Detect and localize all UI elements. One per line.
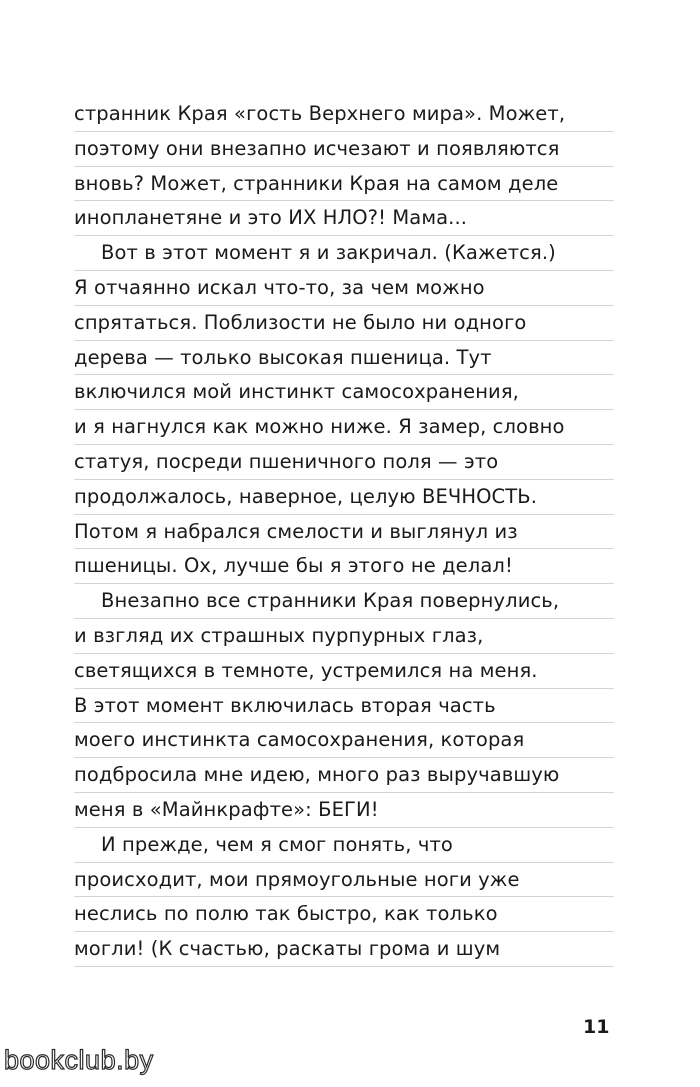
body-text <box>74 97 614 967</box>
text-line: инопланетяне и это ИХ НЛО?! Мама... <box>74 201 614 236</box>
text-line: и я нагнулся как можно ниже. Я замер, словно <box>74 410 614 445</box>
text-line: продолжалось, наверное, целую ВЕЧНОСТЬ. <box>74 480 614 515</box>
text-line: спрятаться. Поблизости не было ни одного <box>74 306 614 341</box>
text-line: И прежде, чем я смог понять, что <box>74 828 614 863</box>
text-line: Вот в этот момент я и закричал. (Кажется.) <box>74 236 614 271</box>
text-line: и взгляд их страшных пурпурных глаз, <box>74 619 614 654</box>
page-number: 11 <box>583 1016 610 1038</box>
text-line: поэтому они внезапно исчезают и появляются <box>74 132 614 167</box>
text-line: неслись по полю так быстро, как только <box>74 897 614 932</box>
text-line: Внезапно все странники Края повернулись, <box>74 584 614 619</box>
text-line: происходит, мои прямоугольные ноги уже <box>74 863 614 898</box>
text-line: В этот момент включилась вторая часть <box>74 689 614 724</box>
text-line: странник Края «гость Верхнего мира». Может, <box>74 97 614 132</box>
text-line: подбросила мне идею, много раз выручавшую <box>74 758 614 793</box>
text-line: вновь? Может, странники Края на самом деле <box>74 167 614 202</box>
text-line: пшеницы. Ох, лучше бы я этого не делал! <box>74 549 614 584</box>
text-line: Потом я набрался смелости и выглянул из <box>74 515 614 550</box>
text-line: дерева — только высокая пшеница. Тут <box>74 341 614 376</box>
text-line: могли! (К счастью, раскаты грома и шум <box>74 932 614 967</box>
text-line: включился мой инстинкт самосохранения, <box>74 375 614 410</box>
text-line: меня в «Майнкрафте»: БЕГИ! <box>74 793 614 828</box>
watermark-logo: bookclub.by <box>4 1045 154 1075</box>
text-line: светящихся в темноте, устремился на меня. <box>74 654 614 689</box>
text-line: Я отчаянно искал что-то, за чем можно <box>74 271 614 306</box>
text-line: статуя, посреди пшеничного поля — это <box>74 445 614 480</box>
text-line: моего инстинкта самосохранения, которая <box>74 723 614 758</box>
